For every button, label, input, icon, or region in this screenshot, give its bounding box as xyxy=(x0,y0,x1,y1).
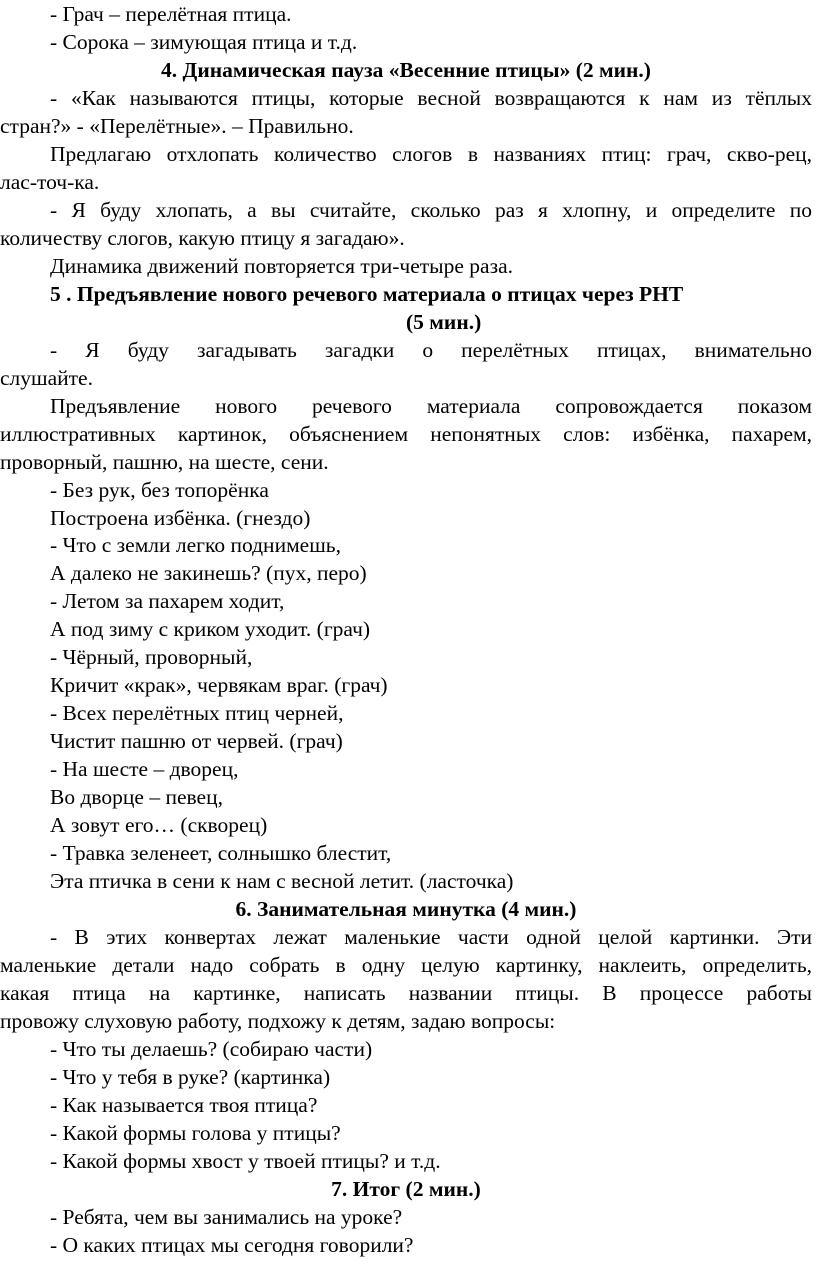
question-line: - Какой формы голова у птицы? xyxy=(50,1121,341,1145)
text-line: слушайте. xyxy=(0,366,93,390)
text-line: Предлагаю отхлопать количество слогов в названиях птиц: грач, скво-рец, xyxy=(50,142,812,166)
text-line: какая птица на картинке, написать названии птицы. В процессе работы xyxy=(0,981,812,1005)
text-line: - Грач – перелётная птица. xyxy=(50,2,292,26)
riddle-line: А под зиму с криком уходит. (грач) xyxy=(50,617,371,641)
section-heading: 6. Занимательная минутка (4 мин.) xyxy=(235,897,577,921)
text-line: стран?» - «Перелётные». – Правильно. xyxy=(0,114,354,138)
text-line: - «Как называются птицы, которые весной возвращаются к нам из тёплых xyxy=(50,86,812,110)
section-heading: 5 . Предъявление нового речевого материала о птицах через РНТ xyxy=(50,282,684,306)
riddle-line: - Травка зеленеет, солнышко блестит, xyxy=(50,841,392,865)
text-line: Предъявление нового речевого материала сопровождается показом xyxy=(50,394,812,418)
section-heading: 7. Итог (2 мин.) xyxy=(331,1177,481,1201)
riddle-line: - Всех перелётных птиц черней, xyxy=(50,701,344,725)
question-line: - Что ты делаешь? (собираю части) xyxy=(50,1037,373,1061)
text-line: - В этих конвертах лежат маленькие части одной целой картинки. Эти xyxy=(50,925,812,949)
text-line: иллюстративных картинок, объяснением непонятных слов: избёнка, пахарем, xyxy=(0,422,812,446)
text-line: - Я буду загадывать загадки о перелётных птицах, внимательно xyxy=(50,338,812,362)
question-line: - Ребята, чем вы занимались на уроке? xyxy=(50,1205,403,1229)
riddle-line: А зовут его… (скворец) xyxy=(50,813,268,837)
riddle-line: - Что с земли легко поднимешь, xyxy=(50,533,341,557)
text-line: Динамика движений повторяется три-четыре раза. xyxy=(50,254,513,278)
riddle-line: Эта птичка в сени к нам с весной летит. (ласточка) xyxy=(50,869,514,893)
text-line: - Я буду хлопать, а вы считайте, сколько раз я хлопну, и определите по xyxy=(50,198,812,222)
riddle-line: - Чёрный, проворный, xyxy=(50,645,253,669)
section-heading: 4. Динамическая пауза «Весенние птицы» (2 мин.) xyxy=(161,58,651,82)
riddle-line: Во дворце – певец, xyxy=(50,785,223,809)
riddle-line: А далеко не закинешь? (пух, перо) xyxy=(50,561,367,585)
question-line: - Какой формы хвост у твоей птицы? и т.д. xyxy=(50,1149,441,1173)
question-line: - Что у тебя в руке? (картинка) xyxy=(50,1065,331,1089)
riddle-line: - Без рук, без топорёнка xyxy=(50,478,269,502)
riddle-line: - Летом за пахарем ходит, xyxy=(50,589,285,613)
text-line: - Сорока – зимующая птица и т.д. xyxy=(50,30,358,54)
question-line: - Как называется твоя птица? xyxy=(50,1093,318,1117)
riddle-line: Построена избёнка. (гнездо) xyxy=(50,506,311,530)
text-line: количеству слогов, какую птицу я загадаю». xyxy=(0,226,405,250)
riddle-line: - На шесте – дворец, xyxy=(50,757,239,781)
riddle-line: Чистит пашню от червей. (грач) xyxy=(50,729,343,753)
question-line: - О каких птицах мы сегодня говорили? xyxy=(50,1233,414,1257)
text-line: провожу слуховую работу, подхожу к детям, задаю вопросы: xyxy=(0,1009,556,1033)
text-line: лас-точ-ка. xyxy=(0,170,100,194)
text-line: маленькие детали надо собрать в одну целую картинку, наклеить, определить, xyxy=(0,953,812,977)
text-line: проворный, пашню, на шесте, сени. xyxy=(0,450,329,474)
section-heading: (5 мин.) xyxy=(406,310,482,334)
riddle-line: Кричит «крак», червякам враг. (грач) xyxy=(50,673,388,697)
